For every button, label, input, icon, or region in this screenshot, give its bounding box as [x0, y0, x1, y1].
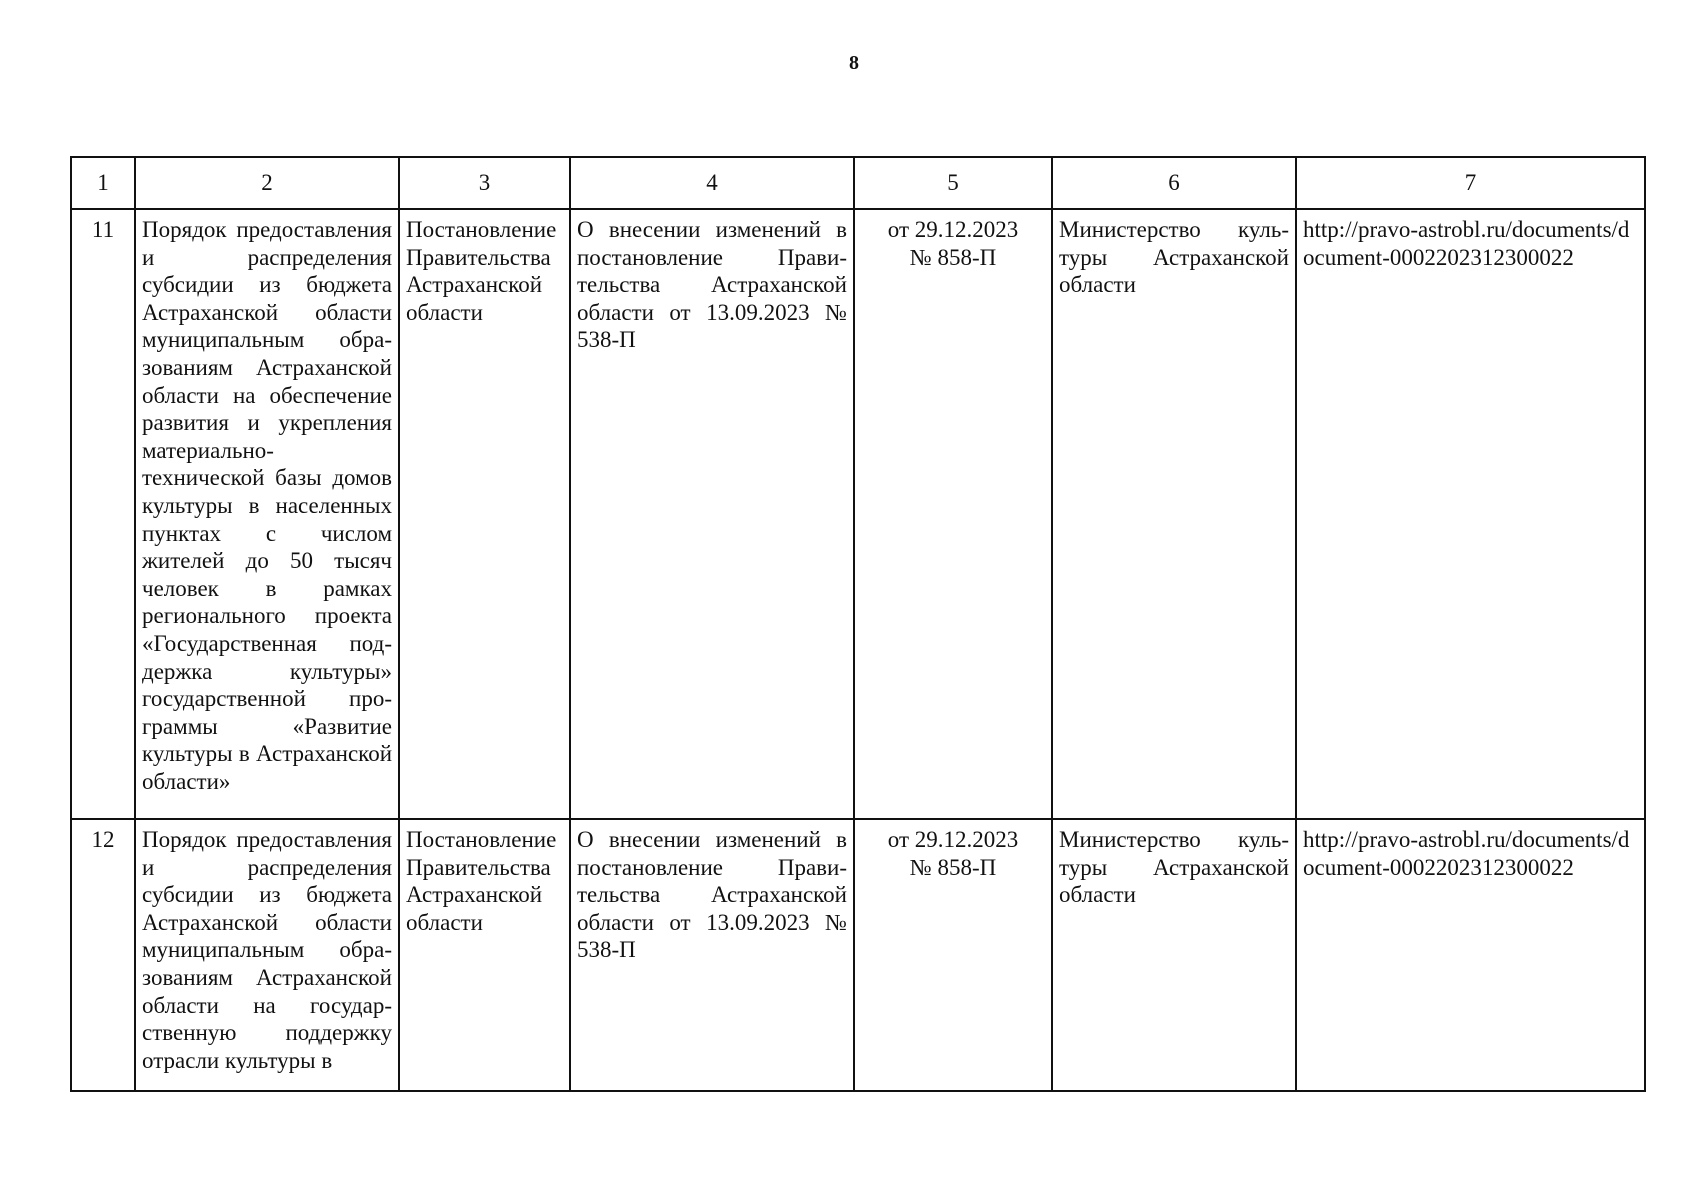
- responsible-authority: Министерство культуры Астраханской области: [1052, 819, 1296, 1091]
- document-link[interactable]: http://pravo-astrobl.ru/documents/document-0002202312300022: [1296, 209, 1645, 819]
- document-date: от 29.12.2023: [887, 827, 1019, 852]
- document-type: Постановление Правительства Астраханской области: [399, 209, 570, 819]
- document-link[interactable]: http://pravo-astrobl.ru/documents/document-0002202312300022: [1296, 819, 1645, 1091]
- document-title: О внесении изменений в постановление Правительства Астраханской области от 13.09.2023 № 538-П: [570, 819, 854, 1091]
- row-number: 11: [71, 209, 135, 819]
- document-date-cell: [854, 819, 1052, 1091]
- table-header-row: [71, 157, 1645, 209]
- page-number: 8: [849, 52, 859, 74]
- registry-table: [70, 156, 1646, 1092]
- table-row: [71, 819, 1645, 1091]
- responsible-authority: Министерство культуры Астраханской области: [1052, 209, 1296, 819]
- row-number: 12: [71, 819, 135, 1091]
- column-header: 2: [135, 157, 399, 209]
- column-header: 3: [399, 157, 570, 209]
- document-date: от 29.12.2023: [887, 217, 1019, 242]
- document-type: Постановление Правительства Астраханской области: [399, 819, 570, 1091]
- document-date-cell: [854, 209, 1052, 819]
- document-title: О внесении изменений в постановление Правительства Астраханской области от 13.09.2023 № 538-П: [570, 209, 854, 819]
- column-header: 6: [1052, 157, 1296, 209]
- document-number: № 858-П: [909, 244, 997, 270]
- column-header: 1: [71, 157, 135, 209]
- column-header: 5: [854, 157, 1052, 209]
- act-name: Порядок предоставления и распределения субсидии из бюджета Астраханской области муниципальным образованиям Астраханской области на государственную поддержку отрасли культуры в: [135, 819, 399, 1091]
- act-name: Порядок предоставления и распределения субсидии из бюджета Астраханской области муниципальным образованиям Астраханской области на обеспечение развития и укрепления материально-технической базы домов культуры в населенных пунктах с числом жителей до 50 тысяч человек в рамках регионального проекта «Государственная поддержка культуры» государственной программы «Развитие культуры в Астраханской области»: [135, 209, 399, 819]
- document-number: № 858-П: [909, 854, 997, 880]
- table-row: [71, 209, 1645, 819]
- column-header: 7: [1296, 157, 1645, 209]
- column-header: 4: [570, 157, 854, 209]
